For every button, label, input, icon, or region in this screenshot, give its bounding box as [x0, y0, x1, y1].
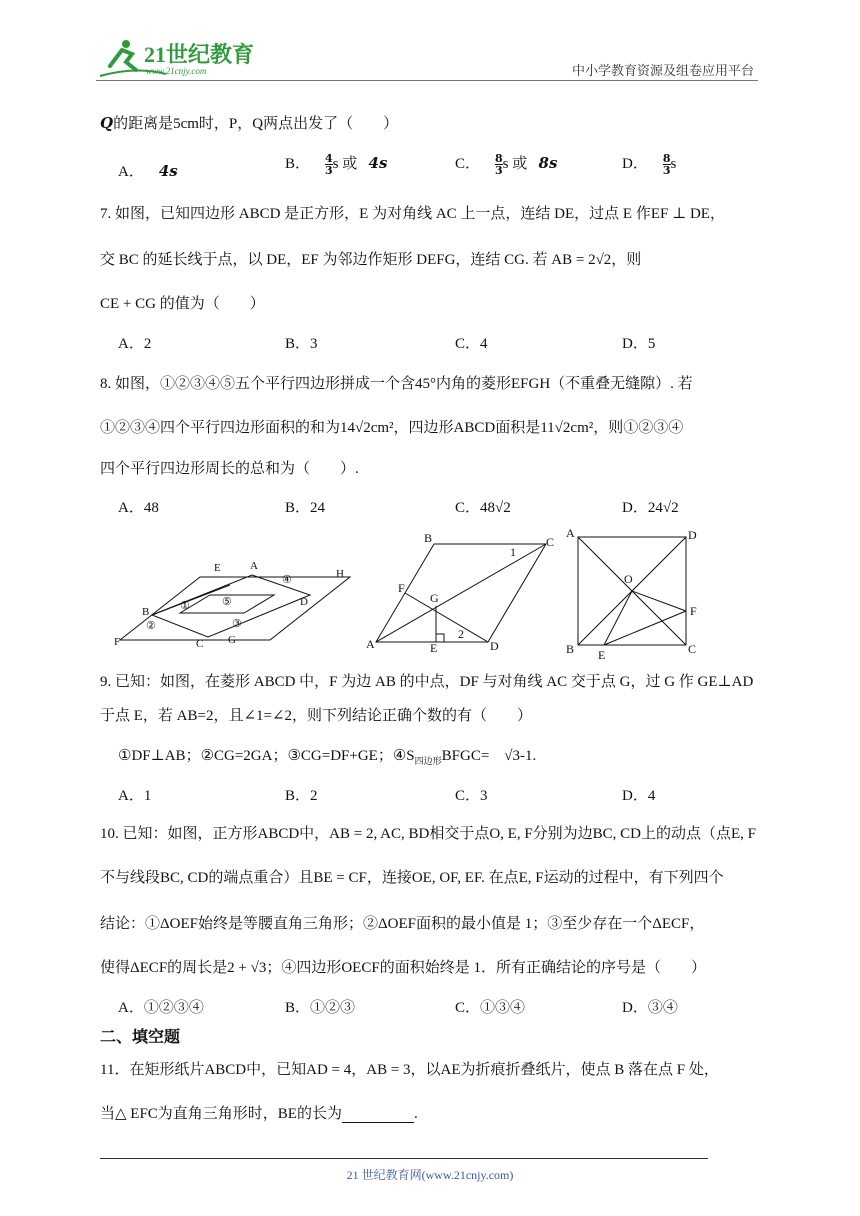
- q11-stem-line1: 11．在矩形纸片ABCD中，已知AD = 4，AB = 3，以AE为折痕折叠纸片，使点 B 落在点 F 处，: [100, 1062, 719, 1078]
- q10-option-c: C．①③④: [455, 1000, 526, 1016]
- q8-option-a: A．48: [118, 500, 159, 516]
- q8-stem-line1: 8. 如图，①②③④⑤五个平行四边形拼成一个含45°内角的菱形EFGH（不重叠无缝隙）. 若: [100, 376, 693, 392]
- svg-text:D: D: [490, 639, 499, 653]
- figure-square-abcd: [562, 525, 712, 663]
- figure-rhombus-abcd: [360, 528, 570, 653]
- q8-option-c: C．48√2: [455, 500, 511, 516]
- svg-text:B: B: [142, 606, 150, 618]
- q6-stem: Q的距离是5cm时，P，Q两点出发了（ ）: [100, 114, 399, 132]
- svg-text:A: A: [366, 637, 375, 651]
- svg-text:1: 1: [510, 545, 516, 559]
- q8-option-b: B．24: [285, 500, 326, 516]
- q9-stem-line2: 于点 E，若 AB=2，且∠1=∠2，则下列结论正确个数的有（ ）: [100, 708, 533, 724]
- svg-text:2: 2: [458, 627, 464, 641]
- section-heading-fill-blank: 二、填空题: [100, 1027, 181, 1046]
- q8-stem-line3: 四个平行四边形周长的总和为（ ）.: [100, 461, 359, 477]
- svg-text:③: ③: [232, 618, 242, 630]
- q9-stem-line1: 9. 已知：如图，在菱形 ABCD 中，F 为边 AB 的中点，DF 与对角线 AC 交于点 G，过 G 作 GE⊥AD: [100, 674, 754, 690]
- q6-option-a: A． 4s: [118, 162, 178, 180]
- svg-text:①: ①: [180, 600, 190, 612]
- svg-text:E: E: [214, 562, 221, 574]
- header-divider: [96, 80, 758, 81]
- svg-text:H: H: [336, 568, 344, 580]
- svg-text:www.21cnjy.com: www.21cnjy.com: [146, 66, 207, 76]
- platform-title: 中小学教育资源及组卷应用平台: [571, 64, 754, 79]
- svg-text:D: D: [300, 596, 308, 608]
- footer-divider: [100, 1158, 708, 1159]
- q6-option-b: B． $\frac{4}{3}$ s 或 4s: [285, 152, 388, 178]
- svg-text:B: B: [424, 531, 433, 545]
- svg-text:E: E: [598, 648, 606, 662]
- q7-option-b: B．3: [285, 336, 318, 352]
- svg-text:O: O: [624, 572, 633, 586]
- q9-option-d: D．4: [622, 788, 656, 804]
- answer-blank[interactable]: [342, 1108, 414, 1123]
- footer-text: 21 世纪教育网(www.21cnjy.com): [346, 1168, 514, 1182]
- svg-text:④: ④: [282, 574, 292, 586]
- q9-statements: ①DF⊥AB；②CG=2GA；③CG=DF+GE；$④S_{四边形}BFGC=$ √3-1.: [118, 748, 537, 766]
- svg-text:A: A: [250, 560, 258, 572]
- q7-stem-line1: 7. 如图，已知四边形 ABCD 是正方形，E 为对角线 AC 上一点，连结 DE，过点 E 作EF ⊥ DE，: [100, 206, 725, 222]
- svg-text:G: G: [228, 634, 236, 646]
- svg-text:A: A: [566, 526, 575, 540]
- q10-stem-line1: 10. 已知：如图，正方形ABCD中，AB = 2, AC, BD相交于点O, E, F分别为边BC, CD上的动点（点E, F: [100, 826, 757, 842]
- svg-text:C: C: [688, 642, 697, 656]
- svg-text:F: F: [398, 581, 405, 595]
- q7-option-c: C．4: [455, 336, 488, 352]
- q8-stem-line2: ①②③④四个平行四边形面积的和为14√2cm²，四边形ABCD面积是11√2cm²，则①②③④: [100, 420, 684, 436]
- q11-stem-line2: 当△ EFC为直角三角形时，BE的长为 .: [100, 1106, 418, 1122]
- q10-option-b: B．①②③: [285, 1000, 356, 1016]
- q6-option-c: C． $\frac{8}{3}$ s 或 8s: [455, 152, 558, 178]
- q9-option-b: B．2: [285, 788, 318, 804]
- q7-option-a: A．2: [118, 336, 152, 352]
- q7-stem-line3: CE + CG 的值为（ ）: [100, 296, 265, 312]
- svg-text:D: D: [688, 528, 697, 542]
- svg-text:C: C: [546, 535, 555, 549]
- svg-text:F: F: [690, 604, 697, 618]
- q10-stem-line3: 结论：①ΔOEF始终是等腰直角三角形；②ΔOEF面积的最小值是 1；③至少存在一个ΔECF，: [100, 916, 705, 932]
- svg-text:C: C: [196, 638, 204, 650]
- q8-option-d: D．24√2: [622, 500, 679, 516]
- q10-stem-line4: 使得ΔECF的周长是2 + √3；④四边形OECF的面积始终是 1．所有正确结论的序号是（ ）: [100, 960, 706, 976]
- q9-option-a: A．1: [118, 788, 152, 804]
- svg-text:G: G: [430, 591, 439, 605]
- svg-text:21世纪教育: 21世纪教育: [144, 42, 255, 67]
- q10-stem-line2: 不与线段BC, CD的端点重合）且BE = CF，连接OE, OF, EF. 在点E, F运动的过程中，有下列四个: [100, 870, 724, 886]
- svg-text:F: F: [114, 636, 121, 648]
- q9-option-c: C．3: [455, 788, 488, 804]
- svg-text:E: E: [430, 641, 438, 653]
- q10-option-d: D．③④: [622, 1000, 678, 1016]
- svg-text:②: ②: [146, 620, 156, 632]
- svg-text:B: B: [566, 642, 575, 656]
- svg-text:⑤: ⑤: [222, 596, 232, 608]
- q7-stem-line2: 交 BC 的延长线于点，以 DE，EF 为邻边作矩形 DEFG，连结 CG. 若 AB = 2√2，则: [100, 252, 642, 268]
- q10-option-a: A．①②③④: [118, 1000, 204, 1016]
- figure-rhombus-efgh: [110, 555, 355, 650]
- q6-option-d: D． $\frac{8}{3}$ s: [622, 152, 677, 178]
- q7-option-d: D．5: [622, 336, 656, 352]
- site-logo: [96, 36, 276, 80]
